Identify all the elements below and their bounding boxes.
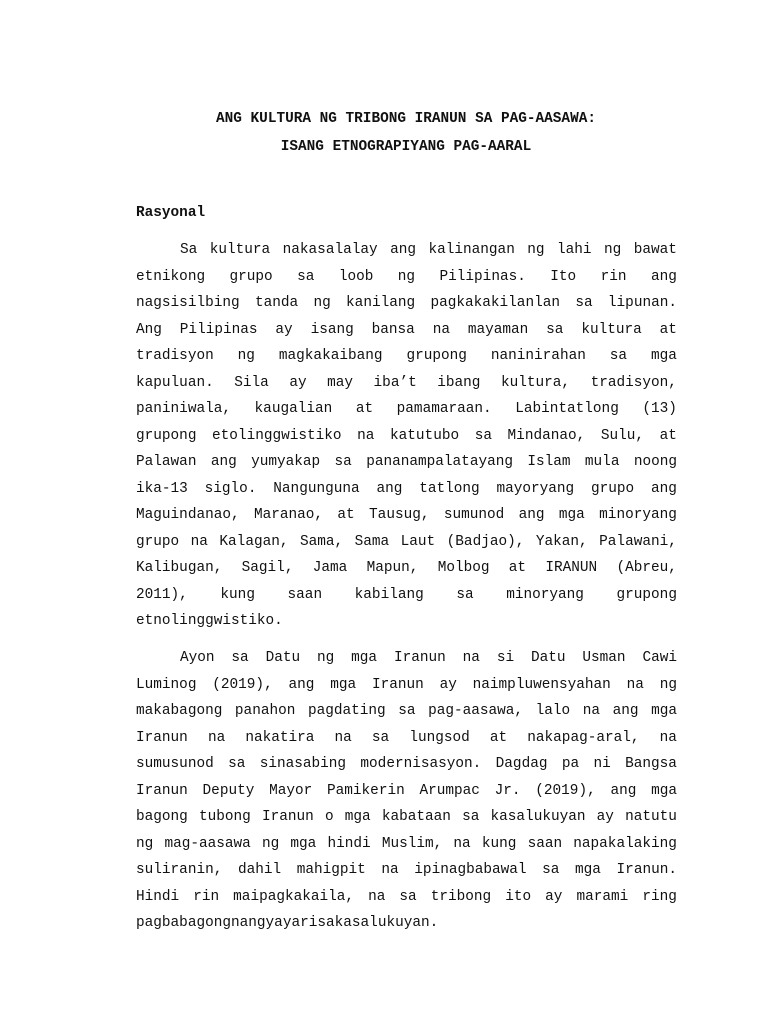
word: na bbox=[432, 321, 450, 338]
paragraph-line bbox=[136, 751, 677, 778]
paragraph-line bbox=[136, 502, 677, 529]
word: nakapag-aral, bbox=[527, 729, 640, 746]
section-heading: Rasyonal bbox=[136, 205, 206, 221]
word: isang bbox=[310, 321, 354, 338]
word: bawat bbox=[633, 242, 677, 258]
word: lungsod bbox=[409, 729, 470, 746]
word: Cawi bbox=[642, 650, 677, 666]
word: sa bbox=[317, 915, 335, 931]
word: Maranao, bbox=[253, 507, 324, 523]
word: Iranun. bbox=[616, 862, 677, 878]
word: kultura bbox=[209, 242, 271, 258]
word: grupo bbox=[591, 480, 635, 497]
word: tradisyon bbox=[136, 348, 214, 364]
word: kabilang bbox=[354, 586, 424, 603]
word: tanda bbox=[254, 295, 299, 311]
word: na bbox=[207, 729, 226, 746]
word: tradisyon, bbox=[590, 374, 677, 391]
word: noong bbox=[633, 454, 677, 470]
word: Pilipinas. bbox=[439, 268, 526, 285]
word: ng bbox=[659, 676, 677, 693]
word: Palawan bbox=[136, 454, 197, 470]
word: Mayor bbox=[269, 782, 313, 799]
word: natutu bbox=[625, 809, 677, 825]
word: pagdating bbox=[307, 703, 386, 719]
word: Iranun bbox=[261, 809, 314, 825]
word: Maguindanao, bbox=[136, 507, 240, 523]
word: grupong bbox=[136, 427, 197, 444]
word: ng bbox=[261, 835, 280, 852]
word: siglo. bbox=[204, 480, 257, 497]
word: ang bbox=[518, 507, 545, 523]
paragraph-line bbox=[136, 804, 677, 831]
word: Ayon bbox=[180, 650, 215, 666]
word: bansa bbox=[371, 321, 415, 338]
paragraph-line bbox=[136, 476, 677, 503]
word: ang bbox=[610, 782, 637, 799]
word: si bbox=[496, 650, 515, 666]
word: Pilipinas bbox=[179, 321, 258, 338]
word: iba’t bbox=[373, 374, 417, 391]
word: Tausug, bbox=[369, 507, 430, 523]
word: tubong bbox=[198, 809, 251, 825]
word: Sulu, bbox=[600, 427, 645, 444]
word: ay bbox=[275, 321, 293, 338]
word: Bangsa bbox=[625, 756, 677, 772]
word: ito bbox=[505, 888, 532, 905]
word: ang bbox=[651, 480, 677, 497]
word: etnolinggwistiko. bbox=[136, 613, 283, 629]
paragraph-line bbox=[136, 529, 677, 556]
word: Laut bbox=[400, 533, 436, 550]
word: Kalagan, bbox=[219, 533, 289, 550]
word: mula bbox=[584, 454, 620, 470]
word: sa bbox=[474, 427, 492, 444]
word: kapuluan. bbox=[136, 374, 214, 391]
word: sa bbox=[546, 321, 564, 338]
word: (Badjao), bbox=[446, 533, 525, 550]
word: napakalaking bbox=[573, 835, 677, 852]
word: Datu bbox=[265, 650, 301, 666]
word: Datu bbox=[530, 650, 566, 666]
word: ang bbox=[612, 703, 639, 719]
word: nagsisilbing bbox=[136, 295, 240, 311]
paragraph-line bbox=[136, 370, 677, 397]
word: ng bbox=[237, 348, 255, 364]
word: pagbabagong bbox=[136, 915, 231, 931]
word: na bbox=[659, 729, 677, 746]
word: Jr. bbox=[494, 782, 521, 799]
word: sa bbox=[228, 756, 246, 772]
word: Sama, bbox=[299, 533, 344, 550]
word: ay bbox=[545, 888, 563, 905]
word: at bbox=[659, 427, 677, 444]
word: na bbox=[462, 650, 480, 666]
word: ng bbox=[527, 242, 545, 258]
word: naninirahan bbox=[490, 348, 586, 364]
paragraph-line bbox=[136, 884, 677, 911]
word: Hindi bbox=[136, 888, 180, 905]
word: Yakan, bbox=[535, 533, 588, 550]
word: (2019), bbox=[535, 782, 596, 799]
word: ay bbox=[596, 809, 614, 825]
word: Sila bbox=[234, 374, 269, 391]
word: mga bbox=[651, 348, 677, 364]
word: at bbox=[659, 321, 677, 338]
word: pa bbox=[561, 756, 580, 772]
word: ang bbox=[376, 480, 403, 497]
word: Luminog bbox=[136, 676, 197, 693]
word: at bbox=[508, 560, 527, 576]
word: maipagkakaila, bbox=[233, 888, 355, 905]
word: Palawani, bbox=[599, 533, 677, 550]
word: mayaman bbox=[467, 321, 529, 338]
word: (13) bbox=[642, 401, 677, 417]
word: modernisasyon. bbox=[360, 756, 482, 772]
word: na bbox=[453, 835, 471, 852]
paragraph bbox=[136, 645, 677, 937]
word: pag-aasawa, bbox=[428, 703, 524, 719]
word: kung bbox=[220, 586, 255, 603]
word: ang bbox=[210, 454, 237, 470]
paragraph-line bbox=[136, 423, 677, 450]
word: Arumpac bbox=[419, 782, 480, 799]
word: Sama bbox=[354, 533, 390, 550]
word: kasalukuyan bbox=[490, 809, 586, 825]
word: ng bbox=[604, 242, 622, 258]
word: kalinangan bbox=[428, 242, 515, 258]
word: Labintatlong bbox=[515, 401, 619, 417]
word: Deputy bbox=[202, 782, 255, 799]
word: IRANUN bbox=[545, 560, 598, 576]
word: sa bbox=[609, 348, 628, 364]
word: ibang bbox=[437, 374, 481, 391]
document-title-line-2: ISANG ETNOGRAPIYANG PAG-AARAL bbox=[280, 139, 532, 155]
word: Mapun, bbox=[366, 560, 419, 576]
paragraph bbox=[136, 237, 677, 635]
word: lipunan. bbox=[607, 295, 677, 311]
word: ipinagbabawal bbox=[414, 862, 527, 878]
word: mga bbox=[330, 676, 357, 693]
word: mga bbox=[575, 862, 601, 878]
paragraph-line bbox=[136, 343, 677, 370]
word: may bbox=[327, 374, 354, 391]
word: na bbox=[334, 729, 352, 746]
word: etolinggwistiko bbox=[212, 427, 342, 444]
word: Pamikerin bbox=[327, 782, 405, 799]
word: etnikong bbox=[136, 268, 206, 285]
word: sa bbox=[334, 454, 352, 470]
word: Nangunguna bbox=[273, 480, 360, 497]
word: Ang bbox=[136, 321, 162, 338]
word: ang bbox=[650, 268, 677, 285]
word: at bbox=[355, 401, 374, 417]
word: nangyayari bbox=[231, 915, 318, 931]
word: (Abreu, bbox=[616, 560, 677, 576]
paragraph-line bbox=[136, 778, 677, 805]
word: sa bbox=[456, 586, 474, 603]
paragraph-line bbox=[136, 555, 677, 582]
word: rin bbox=[193, 888, 220, 905]
word: na bbox=[190, 533, 208, 550]
word: dahil bbox=[237, 862, 282, 878]
paragraph-line bbox=[136, 264, 677, 291]
word: pagkakakilanlan bbox=[430, 295, 560, 311]
word: sinasabing bbox=[259, 756, 347, 772]
word: ika-13 bbox=[136, 480, 188, 497]
word: kasalukuyan. bbox=[334, 915, 439, 931]
word: sa bbox=[542, 862, 560, 878]
paragraph-line bbox=[136, 831, 677, 858]
word: saan bbox=[527, 835, 563, 852]
word: makabagong bbox=[136, 703, 223, 719]
word: tatlong bbox=[419, 480, 480, 497]
word: minoryang bbox=[599, 507, 677, 523]
word: tribong bbox=[430, 888, 492, 905]
paragraph-line bbox=[136, 725, 677, 752]
word: mga bbox=[558, 507, 585, 523]
word: na bbox=[626, 676, 644, 693]
word: na bbox=[357, 427, 375, 444]
word: mag-aasawa bbox=[164, 835, 251, 852]
word: sa bbox=[575, 295, 593, 311]
paragraph-line bbox=[136, 672, 677, 699]
word: kabataan bbox=[381, 809, 451, 825]
word: magkakaibang bbox=[278, 348, 383, 364]
word: rin bbox=[600, 268, 627, 285]
word: grupong bbox=[616, 586, 677, 603]
word: Mindanao, bbox=[507, 427, 586, 444]
paragraph-line bbox=[136, 698, 677, 725]
word: Islam bbox=[527, 454, 571, 470]
word: yumyakap bbox=[251, 454, 321, 470]
word: (2019), bbox=[212, 676, 273, 693]
paragraph-line bbox=[136, 449, 677, 476]
word: o bbox=[324, 809, 334, 825]
word: ng bbox=[317, 650, 335, 666]
word: Molbog bbox=[437, 560, 490, 576]
word: marami bbox=[576, 888, 629, 905]
word: na bbox=[582, 703, 601, 719]
word: ring bbox=[642, 888, 677, 905]
word: sa bbox=[297, 268, 315, 285]
word: mahigpit bbox=[296, 862, 366, 878]
word: Iranun bbox=[136, 782, 188, 799]
word: ng bbox=[397, 268, 416, 285]
word: ng bbox=[136, 835, 154, 852]
word: ay bbox=[439, 676, 457, 693]
word: kaugalian bbox=[254, 401, 333, 417]
word: saan bbox=[287, 586, 323, 603]
word: mayoryang bbox=[496, 480, 575, 497]
word: mga bbox=[290, 835, 317, 852]
paragraph-line bbox=[136, 910, 677, 937]
paragraph-line bbox=[136, 857, 677, 884]
word: grupo bbox=[136, 533, 180, 550]
word: pananampalatayang bbox=[366, 454, 513, 470]
word: ng bbox=[313, 295, 331, 311]
word: sumunod bbox=[443, 507, 505, 523]
word: sa bbox=[462, 809, 480, 825]
word: lalo bbox=[535, 703, 571, 719]
paragraph-line bbox=[136, 608, 677, 635]
word: panahon bbox=[234, 703, 296, 719]
word: minoryang bbox=[506, 586, 584, 603]
word: katutubo bbox=[390, 427, 460, 444]
word: mga bbox=[651, 782, 677, 799]
paragraph-line bbox=[136, 290, 677, 317]
word: sa bbox=[231, 650, 249, 666]
word: ang bbox=[390, 242, 417, 258]
paragraph-line bbox=[136, 396, 677, 423]
word: Dagdag bbox=[495, 756, 548, 772]
word: kultura bbox=[581, 321, 642, 338]
word: nakasalalay bbox=[282, 242, 378, 258]
word: Iranun bbox=[393, 650, 446, 666]
word: lahi bbox=[557, 242, 592, 258]
word: sumusunod bbox=[136, 756, 214, 772]
word: ang bbox=[288, 676, 315, 693]
word: bagong bbox=[136, 809, 188, 825]
word: Kalibugan, bbox=[136, 560, 223, 576]
word: mga bbox=[351, 650, 378, 666]
word: Iranun bbox=[371, 676, 424, 693]
paragraph-line bbox=[136, 317, 677, 344]
word: ay bbox=[289, 374, 307, 391]
word: Sa bbox=[180, 242, 198, 258]
word: at bbox=[337, 507, 355, 523]
word: hindi bbox=[327, 835, 371, 852]
word: kultura, bbox=[500, 374, 571, 391]
paragraph-line bbox=[136, 237, 677, 264]
word: kung bbox=[481, 835, 517, 852]
word: sa bbox=[371, 729, 390, 746]
word: ni bbox=[593, 756, 611, 772]
word: na bbox=[368, 888, 386, 905]
word: suliranin, bbox=[136, 862, 223, 878]
word: at bbox=[489, 729, 508, 746]
word: grupong bbox=[406, 348, 467, 364]
word: na bbox=[381, 862, 399, 878]
word: grupo bbox=[229, 268, 273, 285]
document-title-line-1: ANG KULTURA NG TRIBONG IRANUN SA PAG-AASAWA: bbox=[216, 111, 596, 127]
word: Sagil, bbox=[241, 560, 294, 576]
word: Usman bbox=[582, 650, 626, 666]
word: paniniwala, bbox=[136, 401, 231, 417]
word: mga bbox=[651, 703, 677, 719]
word: pamamaraan. bbox=[396, 401, 492, 417]
word: Ito bbox=[550, 268, 577, 285]
word: Jama bbox=[312, 560, 348, 576]
word: Iranun bbox=[136, 729, 188, 746]
word: nakatira bbox=[245, 729, 315, 746]
paragraph-line bbox=[136, 582, 677, 609]
word: sa bbox=[398, 703, 416, 719]
word: mga bbox=[344, 809, 371, 825]
word: loob bbox=[338, 268, 374, 285]
word: kanilang bbox=[346, 295, 416, 311]
word: Muslim, bbox=[381, 835, 443, 852]
word: 2011), bbox=[136, 586, 188, 603]
paragraph-line bbox=[136, 645, 677, 672]
word: sa bbox=[399, 888, 417, 905]
word: naimpluwensyahan bbox=[472, 676, 611, 693]
